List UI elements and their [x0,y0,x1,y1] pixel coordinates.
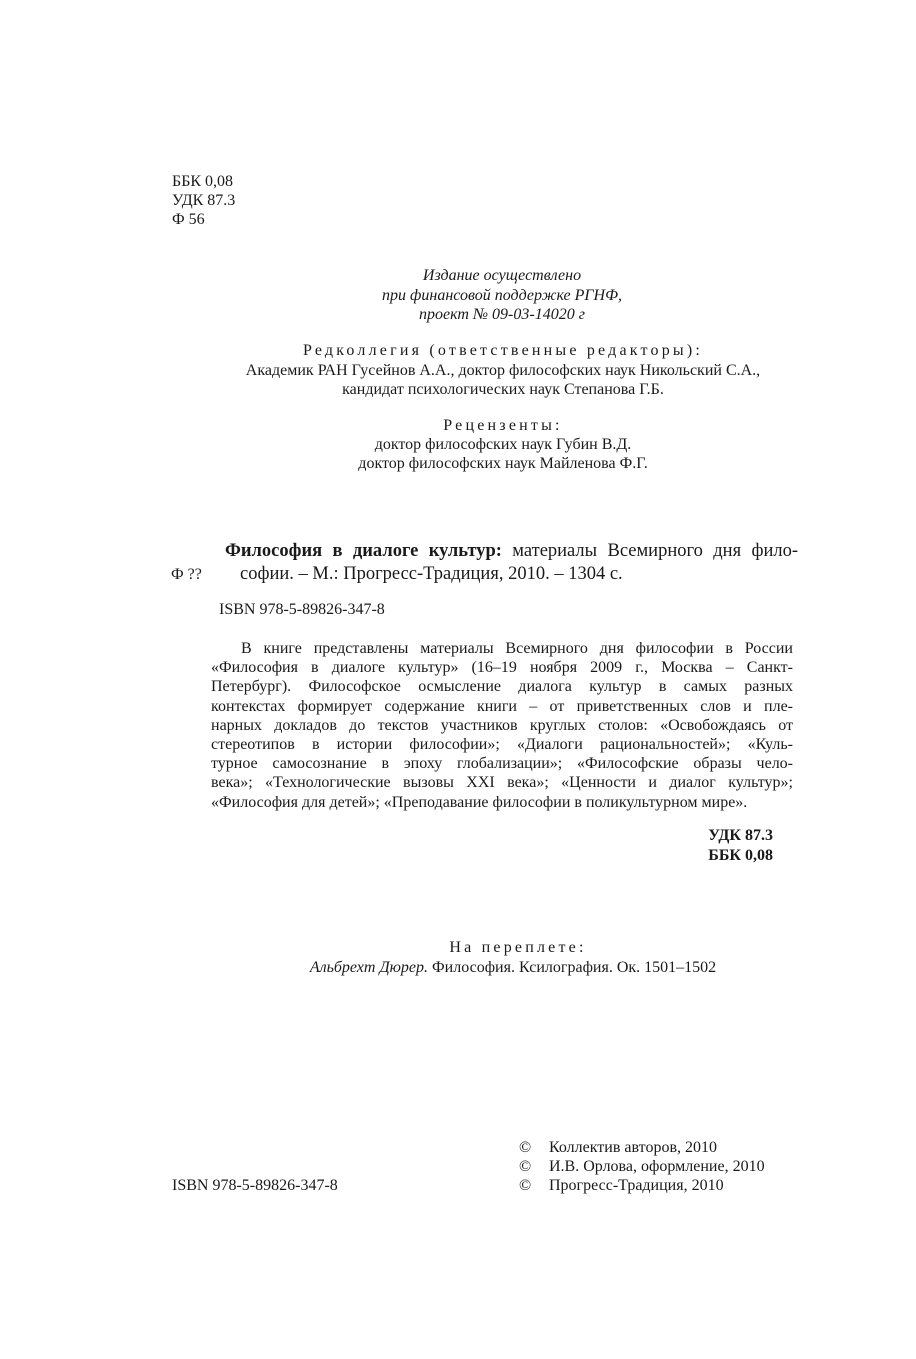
funding-line: при финансовой поддержке РГНФ, [382,286,622,304]
copyright-symbol: © [519,1139,532,1156]
udk-bbk-bold [650,826,773,866]
annotation-line: «Философия для детей»; «Преподавание философии в поликультурном мире». [211,793,748,811]
cover-label: На переплете: [449,939,587,956]
copyright-line [519,1138,765,1157]
bibliographic-line: софии. – М.: Прогресс-Традиция, 2010. – 1304 с. [240,564,623,584]
editorial-board [180,341,826,400]
funding-note [300,266,704,325]
editorial-board-line: Академик РАН Гусейнов А.А., доктор философских наук Никольский С.А., [245,361,761,379]
funding-line: Издание осуществлено [422,267,582,284]
copyright-line [519,1176,765,1195]
copyright-line [519,1157,765,1176]
bibliographic-sign: Ф ?? [171,566,202,583]
annotation-line: турное самосознание в эпоху глобализации»; «Философские образы чело- [211,755,793,773]
annotation-line: Петербург). Философское осмысление диалога культур в самых разных [211,678,793,696]
bibliographic-text: материалы Всемирного дня фило- [501,541,798,561]
funding-line: проект № 09-03-14020 г [419,306,585,323]
annotation-line: нарных докладов до текстов участников круглых столов: «Освобождаясь от [211,716,793,734]
book-title: Философия в диалоге культур: [225,541,502,561]
copyright-symbol: © [519,1158,532,1175]
cover-note [200,938,826,978]
isbn-top: ISBN 978-5-89826-347-8 [219,601,385,618]
copyright-text: И.В. Орлова, оформление, 2010 [549,1158,765,1175]
annotation-line: стереотипов в истории философии»; «Диалоги рациональностей»; «Куль- [211,735,793,753]
annotation-line: века»; «Технологические вызовы XXI века»; «Ценности и диалог культур»; [211,774,793,792]
reviewer-line: доктор философских наук Майленова Ф.Г. [358,455,648,472]
udk-bold-code: УДК 87.3 [708,827,773,844]
reviewers-heading: Рецензенты: [443,417,563,434]
classification-codes [172,172,235,229]
editorial-board-line: кандидат психологических наук Степанова Г.Б. [342,381,664,398]
author-sign: Ф 56 [172,211,205,228]
bbk-bold-code: ББК 0,08 [708,847,773,864]
cover-description [200,958,826,978]
copyrights [519,1138,765,1195]
isbn-bottom: ISBN 978-5-89826-347-8 [172,1177,338,1194]
reviewers [180,416,826,473]
annotation-line: «Философия в диалоге культур» (16–19 ноября 2009 г., Москва – Санкт- [211,659,793,677]
annotation-line: В книге представлены материалы Всемирного дня философии в России [241,640,793,657]
cover-artwork: Философия. Ксилография. Ок. 1501–1502 [428,959,717,976]
copyright-symbol: © [519,1177,532,1194]
annotation [211,639,793,812]
annotation-line: контекстах формирует содержание книги – от приветственных слов и пле- [211,697,793,715]
copyright-text: Прогресс-Традиция, 2010 [549,1177,724,1194]
bibliographic-line [225,540,798,563]
udk-code: УДК 87.3 [172,192,236,209]
copyright-text: Коллектив авторов, 2010 [549,1139,717,1156]
reviewer-line: доктор философских наук Губин В.Д. [374,436,632,453]
bibliographic-record [225,540,798,586]
bbk-code: ББК 0,08 [172,173,234,190]
cover-author: Альбрехт Дюрер. [309,959,428,976]
editorial-board-heading: Редколлегия (ответственные редакторы): [302,342,704,359]
